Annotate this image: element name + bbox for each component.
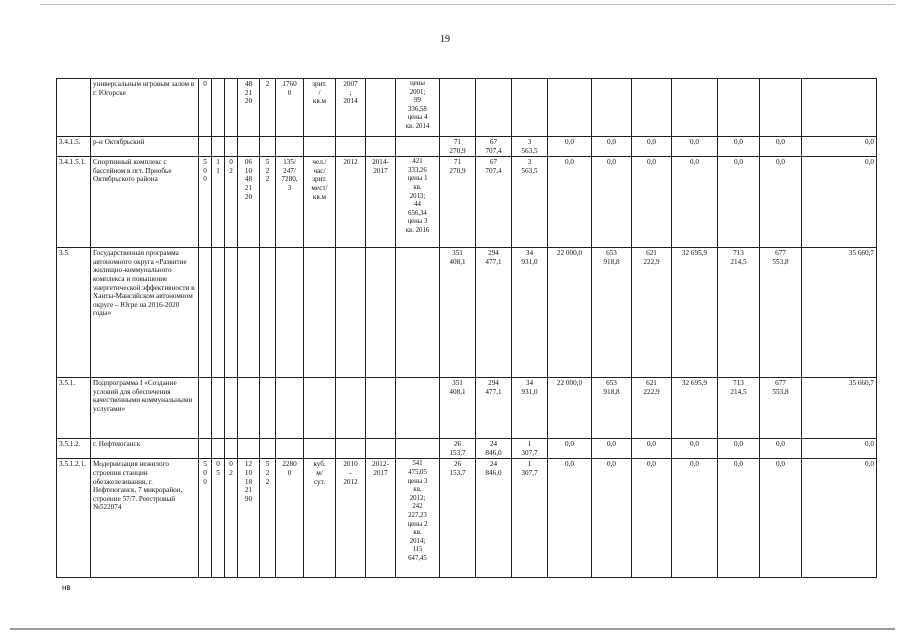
capacity-unit-cell: зрит. / кв.м [304, 79, 336, 137]
amount-2017-total-cell: 0,0 [548, 137, 592, 157]
capacity-cell: 2280 0 [276, 459, 304, 578]
code-3-cell [225, 137, 238, 157]
page-number: 19 [440, 34, 450, 45]
amount-2017-municipal-cell: 0,0 [632, 157, 672, 248]
construction-years-cell [336, 248, 366, 378]
construction-years-cell [336, 439, 366, 459]
code-1-cell: 5 0 0 [199, 157, 212, 248]
capacity-unit-cell: чел./ час/ зрит. мест/ кв.м [304, 157, 336, 248]
row-number-cell [57, 79, 91, 137]
amount-2017-total-cell: 22 000,0 [548, 248, 592, 378]
code-2-cell [212, 137, 225, 157]
code-3-cell [225, 439, 238, 459]
commissioning-years-cell [366, 137, 396, 157]
amount-total-cell [440, 79, 476, 137]
object-name-cell: р-н Октябрьский [91, 137, 199, 157]
amount-2017-municipal-cell: 621 222,9 [632, 248, 672, 378]
amount-2018-municipal-cell: 677 553,8 [760, 378, 802, 439]
top-scan-edge [40, 4, 895, 5]
code-5-cell: 2 [260, 79, 276, 137]
amount-2018-total-cell: 32 695,9 [672, 378, 718, 439]
amount-district-cell: 67 707,4 [476, 157, 512, 248]
code-3-cell [225, 79, 238, 137]
amount-2018-district-cell: 713 214,5 [718, 378, 760, 439]
code-1-cell: 5 0 0 [199, 459, 212, 578]
object-name-cell: г. Нефтеюганск [91, 439, 199, 459]
amount-2017-district-cell [592, 79, 632, 137]
code-5-cell [260, 137, 276, 157]
amount-2019-cell: 35 660,7 [802, 378, 877, 439]
amount-municipal-cell: 3 563,5 [512, 157, 548, 248]
table-row [57, 79, 877, 137]
amount-2017-total-cell: 0,0 [548, 157, 592, 248]
amount-total-cell: 71 270,9 [440, 137, 476, 157]
investment-table [56, 78, 877, 578]
amount-2018-district-cell: 0,0 [718, 137, 760, 157]
code-3-cell: 0 2 [225, 459, 238, 578]
code-1-cell [199, 248, 212, 378]
amount-2018-district-cell: 713 214,5 [718, 248, 760, 378]
construction-years-cell: 2007 ; 2014 [336, 79, 366, 137]
amount-2017-district-cell: 0,0 [592, 137, 632, 157]
estimated-cost-cell [396, 378, 440, 439]
object-name-cell: Спортивный комплекс с бассейном в пгт. Приобье Октябрьского района [91, 157, 199, 248]
amount-district-cell: 67 707,4 [476, 137, 512, 157]
commissioning-years-cell: 2014- 2017 [366, 157, 396, 248]
table-row [57, 459, 877, 578]
row-number-cell: 3.5. [57, 248, 91, 378]
footer-mark: нв [62, 583, 71, 592]
commissioning-years-cell [366, 79, 396, 137]
construction-years-cell [336, 378, 366, 439]
amount-2018-total-cell: 32 695,9 [672, 248, 718, 378]
code-1-cell [199, 137, 212, 157]
amount-2017-total-cell: 0,0 [548, 439, 592, 459]
code-2-cell [212, 79, 225, 137]
code-5-cell [260, 248, 276, 378]
amount-2018-municipal-cell: 0,0 [760, 459, 802, 578]
amount-2017-municipal-cell: 0,0 [632, 459, 672, 578]
table-row [57, 439, 877, 459]
amount-2018-total-cell: 0,0 [672, 137, 718, 157]
amount-2018-total-cell: 0,0 [672, 439, 718, 459]
amount-2019-cell: 35 660,7 [802, 248, 877, 378]
code-5-cell [260, 439, 276, 459]
code-4-cell [238, 248, 260, 378]
code-1-cell: 0 [199, 79, 212, 137]
estimated-cost-cell: 541 475,05 цены 3 кв. 2012; 242 227,23 цены 2 кв. 2014; 115 647,45 [396, 459, 440, 578]
amount-municipal-cell: 34 931,0 [512, 378, 548, 439]
amount-total-cell: 26 153,7 [440, 439, 476, 459]
estimated-cost-cell: цены 2001; 99 336,58 цены 4 кв. 2014 [396, 79, 440, 137]
amount-total-cell: 26 153,7 [440, 459, 476, 578]
amount-2018-municipal-cell [760, 79, 802, 137]
object-name-cell: универсальным игровым залом в г. Югорске [91, 79, 199, 137]
amount-2018-total-cell [672, 79, 718, 137]
code-3-cell [225, 248, 238, 378]
commissioning-years-cell [366, 439, 396, 459]
code-4-cell: 12 10 18 21 90 [238, 459, 260, 578]
capacity-cell: 1760 0 [276, 79, 304, 137]
amount-district-cell: 24 846,0 [476, 439, 512, 459]
code-2-cell: 1 1 [212, 157, 225, 248]
amount-2018-total-cell: 0,0 [672, 459, 718, 578]
row-number-cell: 3.5.1.2. [57, 439, 91, 459]
amount-total-cell: 351 408,1 [440, 378, 476, 439]
estimated-cost-cell [396, 137, 440, 157]
amount-2018-total-cell: 0,0 [672, 157, 718, 248]
table-row [57, 248, 877, 378]
amount-municipal-cell: 3 563,5 [512, 137, 548, 157]
capacity-cell: 135/ 247/ 7280, 3 [276, 157, 304, 248]
amount-2017-total-cell: 0,0 [548, 459, 592, 578]
amount-2019-cell: 0,0 [802, 157, 877, 248]
construction-years-cell [336, 137, 366, 157]
amount-2019-cell: 0,0 [802, 459, 877, 578]
amount-2019-cell [802, 79, 877, 137]
capacity-unit-cell: куб. м/ сут. [304, 459, 336, 578]
capacity-unit-cell [304, 378, 336, 439]
commissioning-years-cell: 2012- 2017 [366, 459, 396, 578]
amount-2017-municipal-cell: 0,0 [632, 137, 672, 157]
estimated-cost-cell: 421 333,26 цены 1 кв. 2013; 44 656,34 цены 3 кв. 2016 [396, 157, 440, 248]
amount-2018-municipal-cell: 677 553,8 [760, 248, 802, 378]
estimated-cost-cell [396, 248, 440, 378]
capacity-cell [276, 439, 304, 459]
code-5-cell: 5 2 2 [260, 157, 276, 248]
row-number-cell: 3.5.1. [57, 378, 91, 439]
amount-2019-cell: 0,0 [802, 439, 877, 459]
amount-district-cell: 294 477,1 [476, 378, 512, 439]
amount-district-cell: 24 846,0 [476, 459, 512, 578]
amount-2017-district-cell: 0,0 [592, 157, 632, 248]
amount-2017-district-cell: 0,0 [592, 459, 632, 578]
amount-2017-total-cell: 22 000,0 [548, 378, 592, 439]
amount-municipal-cell [512, 79, 548, 137]
amount-municipal-cell: 1 307,7 [512, 439, 548, 459]
amount-2019-cell: 0,0 [802, 137, 877, 157]
construction-years-cell: 2012 [336, 157, 366, 248]
construction-years-cell: 2010 - 2012 [336, 459, 366, 578]
capacity-unit-cell [304, 137, 336, 157]
code-3-cell [225, 378, 238, 439]
code-1-cell [199, 378, 212, 439]
amount-2017-district-cell: 653 918,8 [592, 248, 632, 378]
amount-2017-total-cell [548, 79, 592, 137]
code-4-cell: 48 21 20 [238, 79, 260, 137]
amount-2018-district-cell: 0,0 [718, 439, 760, 459]
amount-2017-district-cell: 0,0 [592, 439, 632, 459]
code-4-cell: 06 10 48 21 20 [238, 157, 260, 248]
code-2-cell: 0 5 [212, 459, 225, 578]
capacity-unit-cell [304, 248, 336, 378]
amount-total-cell: 351 408,1 [440, 248, 476, 378]
code-5-cell: 5 2 2 [260, 459, 276, 578]
code-2-cell [212, 248, 225, 378]
amount-municipal-cell: 34 931,0 [512, 248, 548, 378]
bottom-scan-edge [10, 628, 895, 630]
amount-municipal-cell: 1 307,7 [512, 459, 548, 578]
code-2-cell [212, 439, 225, 459]
table-row [57, 137, 877, 157]
code-4-cell [238, 439, 260, 459]
object-name-cell: Государственная программа автономного округа «Развитие жилищно-коммунального комплекса и повышение энергетической эффективности в Ханты-Мансийском автономном округе – Югре на 2016-2020 годы» [91, 248, 199, 378]
amount-2017-municipal-cell [632, 79, 672, 137]
capacity-cell [276, 137, 304, 157]
table-row [57, 378, 877, 439]
row-number-cell: 3.5.1.2.1. [57, 459, 91, 578]
capacity-cell [276, 248, 304, 378]
table-row [57, 157, 877, 248]
row-number-cell: 3.4.1.5. [57, 137, 91, 157]
estimated-cost-cell [396, 439, 440, 459]
code-1-cell [199, 439, 212, 459]
amount-2017-municipal-cell: 621 222,9 [632, 378, 672, 439]
object-name-cell: Модернизация нежилого строения станции обезжелезивания, г. Нефтеюганск, 7 микрорайон, строение 57/7. Реестровый №522074 [91, 459, 199, 578]
capacity-unit-cell [304, 439, 336, 459]
amount-2017-district-cell: 653 918,8 [592, 378, 632, 439]
code-4-cell [238, 137, 260, 157]
amount-2018-district-cell [718, 79, 760, 137]
code-4-cell [238, 378, 260, 439]
amount-total-cell: 71 270,9 [440, 157, 476, 248]
amount-2018-municipal-cell: 0,0 [760, 439, 802, 459]
capacity-cell [276, 378, 304, 439]
code-2-cell [212, 378, 225, 439]
amount-district-cell: 294 477,1 [476, 248, 512, 378]
object-name-cell: Подпрограмма I «Создание условий для обеспечения качественными коммунальными услугами» [91, 378, 199, 439]
amount-2018-municipal-cell: 0,0 [760, 137, 802, 157]
amount-2018-district-cell: 0,0 [718, 459, 760, 578]
commissioning-years-cell [366, 248, 396, 378]
row-number-cell: 3.4.1.5.1. [57, 157, 91, 248]
amount-district-cell [476, 79, 512, 137]
amount-2018-municipal-cell: 0,0 [760, 157, 802, 248]
amount-2018-district-cell: 0,0 [718, 157, 760, 248]
amount-2017-municipal-cell: 0,0 [632, 439, 672, 459]
code-5-cell [260, 378, 276, 439]
commissioning-years-cell [366, 378, 396, 439]
code-3-cell: 0 2 [225, 157, 238, 248]
